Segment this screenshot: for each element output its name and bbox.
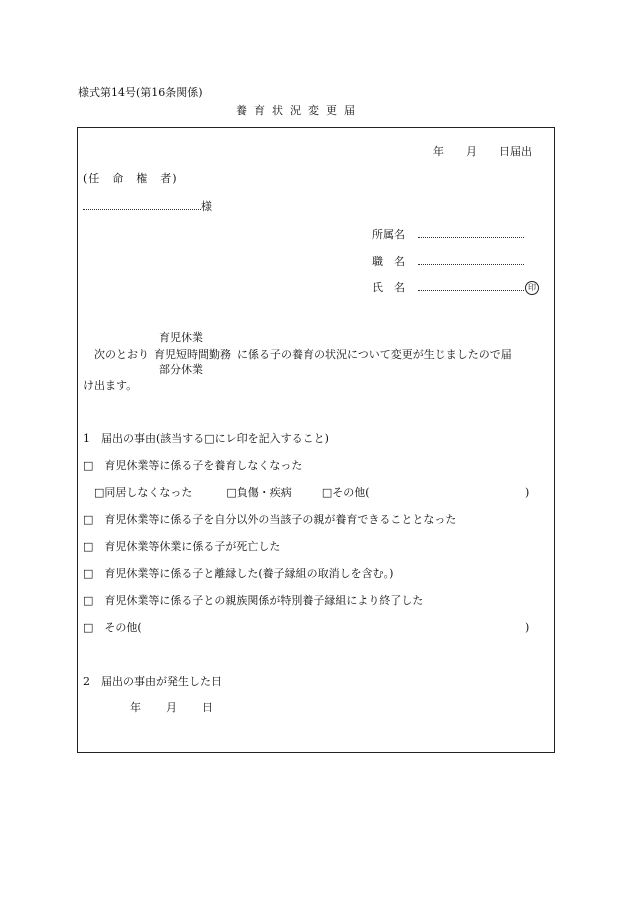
sub-option-other[interactable]: □その他( <box>321 486 370 499</box>
submission-year-label: 年 <box>433 145 444 158</box>
submission-day-label: 日届出 <box>499 145 532 158</box>
position-label: 職 名 <box>372 255 405 268</box>
addressee-honorific: 様 <box>201 200 212 213</box>
affiliation-field[interactable] <box>418 227 524 238</box>
reason-no-longer-raising[interactable]: □ 育児休業等に係る子を養育しなくなった <box>83 459 303 472</box>
affiliation-label: 所属名 <box>372 228 405 241</box>
statement-continuation: け出ます。 <box>83 379 138 392</box>
appointing-authority-label: (任 命 権 者) <box>83 172 178 185</box>
statement-line <box>94 349 512 360</box>
sub-option-separation[interactable]: □同居しなくなった <box>94 486 193 499</box>
occurrence-year-label: 年 <box>130 701 141 714</box>
statement-lead: 次のとおり <box>94 348 149 361</box>
form-number: 様式第14号(第16条関係) <box>78 86 203 99</box>
affiliation-row <box>372 227 524 240</box>
name-row <box>372 280 539 295</box>
position-row <box>372 254 524 267</box>
occurrence-month-label: 月 <box>166 701 177 714</box>
name-field[interactable] <box>418 280 524 291</box>
leave-type-childcare: 育児休業 <box>159 331 203 344</box>
addressee-field[interactable] <box>83 199 201 210</box>
submission-month-label: 月 <box>466 145 477 158</box>
document-title: 養育状況変更届 <box>236 104 362 117</box>
reason-sub-options <box>94 487 370 498</box>
position-field[interactable] <box>418 254 524 265</box>
submission-date <box>433 146 532 157</box>
sub-option-injury[interactable]: □負傷・疾病 <box>226 486 292 499</box>
addressee-line <box>83 199 212 212</box>
reason-other[interactable]: □ その他( <box>83 621 142 634</box>
reason-special-adoption[interactable]: □ 育児休業等に係る子との親族関係が特別養子縁組により終了した <box>83 594 424 607</box>
name-label: 氏 名 <box>372 281 405 294</box>
reason-adoption-dissolved[interactable]: □ 育児休業等に係る子と離縁した(養子縁組の取消しを含む。) <box>83 567 394 580</box>
leave-type-partial: 部分休業 <box>159 363 203 376</box>
reason-other-close: ) <box>525 621 530 634</box>
occurrence-day-label: 日 <box>202 701 213 714</box>
section2-heading: 2 届出の事由が発生した日 <box>83 675 222 688</box>
reason-child-died[interactable]: □ 育児休業等休業に係る子が死亡した <box>83 540 281 553</box>
sub-option-other-close: ) <box>525 486 530 499</box>
statement-body: に係る子の養育の状況について変更が生じましたので届 <box>237 348 512 361</box>
reason-other-parent-can-raise[interactable]: □ 育児休業等に係る子を自分以外の当該子の親が養育できることとなった <box>83 513 457 526</box>
section1-heading: 1 届出の事由(該当する□にレ印を記入すること) <box>83 432 329 445</box>
leave-type-short-hours: 育児短時間勤務 <box>154 348 231 361</box>
occurrence-date <box>130 702 213 713</box>
seal-icon: 印 <box>525 281 539 295</box>
